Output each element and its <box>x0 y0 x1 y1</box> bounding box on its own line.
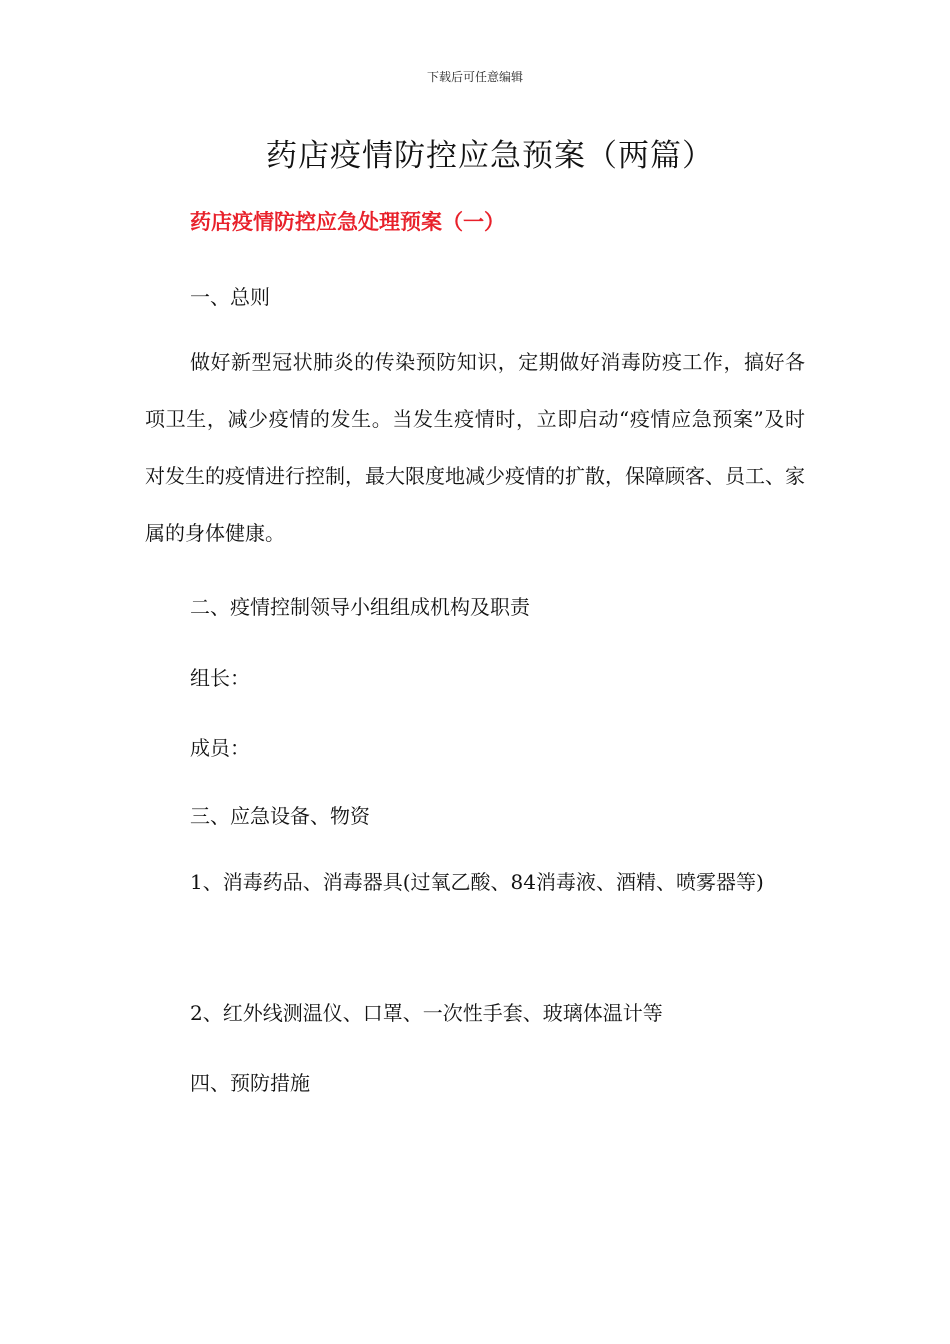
section-title: 药店疫情防控应急处理预案（一） <box>190 210 505 234</box>
group-leader-label: 组长： <box>190 666 250 690</box>
supplies-item-2: 2、红外线测温仪、口罩、一次性手套、玻璃体温计等 <box>190 1001 663 1025</box>
heading-emergency-supplies: 三、应急设备、物资 <box>190 804 370 828</box>
heading-leadership-group: 二、疫情控制领导小组组成机构及职责 <box>190 595 530 619</box>
header-note: 下载后可任意编辑 <box>426 70 523 84</box>
supplies-item-1: 1、消毒药品、消毒器具(过氧乙酸、84消毒液、酒精、喷雾器等) <box>190 870 764 894</box>
heading-prevention-measures: 四、预防措施 <box>190 1071 310 1095</box>
document-title: 药店疫情防控应急预案（两篇） <box>266 138 714 174</box>
heading-general: 一、总则 <box>190 285 270 309</box>
paragraph-general: 做好新型冠状肺炎的传染预防知识，定期做好消毒防疫工作，搞好各项卫生，减少疫情的发生。当发生疫情时，立即启动“疫情应急预案”及时对发生的疫情进行控制，最大限度地减少疫情的扩散，保障顾客、员工、家属的身体健康。 <box>145 350 805 545</box>
group-members-label: 成员： <box>190 736 250 760</box>
